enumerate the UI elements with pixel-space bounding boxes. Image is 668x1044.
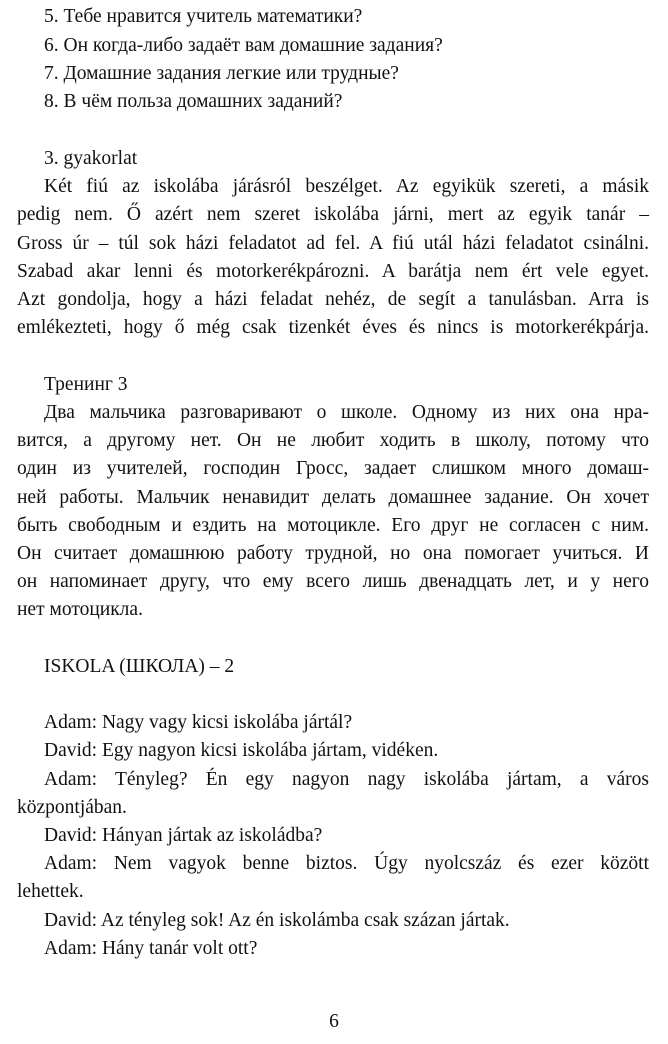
dialogue-line: központjában. [17, 797, 127, 818]
exercise-hu-heading: 3. gyakorlat [44, 148, 138, 169]
dialogue-line: David: Hányan jártak az iskoládba? [44, 825, 323, 846]
dialogue-title: ISKOLA (ШКОЛА) – 2 [44, 656, 235, 677]
question-7: 7. Домашние задания легкие или трудные? [44, 63, 399, 84]
exercise-ru-line: нет мотоцикла. [17, 599, 143, 620]
exercise-ru-heading: Тренинг 3 [44, 374, 128, 395]
exercise-hu-line: emlékezteti, hogy ő még csak tizenkét éves és nincs is motorkerékpárja. [17, 317, 649, 338]
exercise-ru-line: Он считает домашнюю работу трудной, но она помогает учиться. И [17, 543, 649, 564]
exercise-hu-line: Két fiú az iskolába járásról beszélget. Az egyikük szereti, a másik [44, 176, 649, 197]
exercise-ru-line: один из учителей, господин Гросс, задает слишком много домаш- [17, 458, 649, 479]
exercise-hu-line: pedig nem. Ő azért nem szeret iskolába járni, mert az egyik tanár – [17, 204, 649, 225]
exercise-ru-line: Два мальчика разговаривают о школе. Одному из них она нра- [44, 402, 649, 423]
exercise-ru-line: вится, а другому нет. Он не любит ходить в школу, потому что [17, 430, 649, 451]
dialogue-line: Adam: Tényleg? Én egy nagyon nagy iskolába jártam, a város [44, 769, 649, 790]
dialogue-line: David: Az tényleg sok! Az én iskolámba csak százan jártak. [44, 910, 510, 931]
dialogue-line: Adam: Hány tanár volt ott? [44, 938, 258, 959]
dialogue-line: lehettek. [17, 881, 84, 902]
question-8: 8. В чём польза домашних заданий? [44, 91, 343, 112]
exercise-hu-line: Azt gondolja, hogy a házi feladat nehéz, de segít a tanulásban. Arra is [17, 289, 649, 310]
exercise-hu-line: Gross úr – túl sok házi feladatot ad fel. A fiú utál házi feladatot csinálni. [17, 233, 649, 254]
page-number: 6 [329, 1011, 339, 1032]
question-5: 5. Тебе нравится учитель математики? [44, 6, 363, 27]
exercise-hu-line: Szabad akar lenni és motorkerékpározni. A barátja nem ért vele egyet. [17, 261, 649, 282]
dialogue-line: David: Egy nagyon kicsi iskolába jártam, vidéken. [44, 740, 439, 761]
dialogue-line: Adam: Nagy vagy kicsi iskolába jártál? [44, 712, 353, 733]
dialogue-line: Adam: Nem vagyok benne biztos. Úgy nyolcszáz és ezer között [44, 853, 649, 874]
exercise-ru-line: быть свободным и ездить на мотоцикле. Его друг не согласен с ним. [17, 515, 649, 536]
question-6: 6. Он когда-либо задаёт вам домашние задания? [44, 35, 443, 56]
exercise-ru-line: ней работы. Мальчик ненавидит делать домашнее задание. Он хочет [17, 487, 649, 508]
exercise-ru-line: он напоминает другу, что ему всего лишь двенадцать лет, и у него [17, 571, 649, 592]
